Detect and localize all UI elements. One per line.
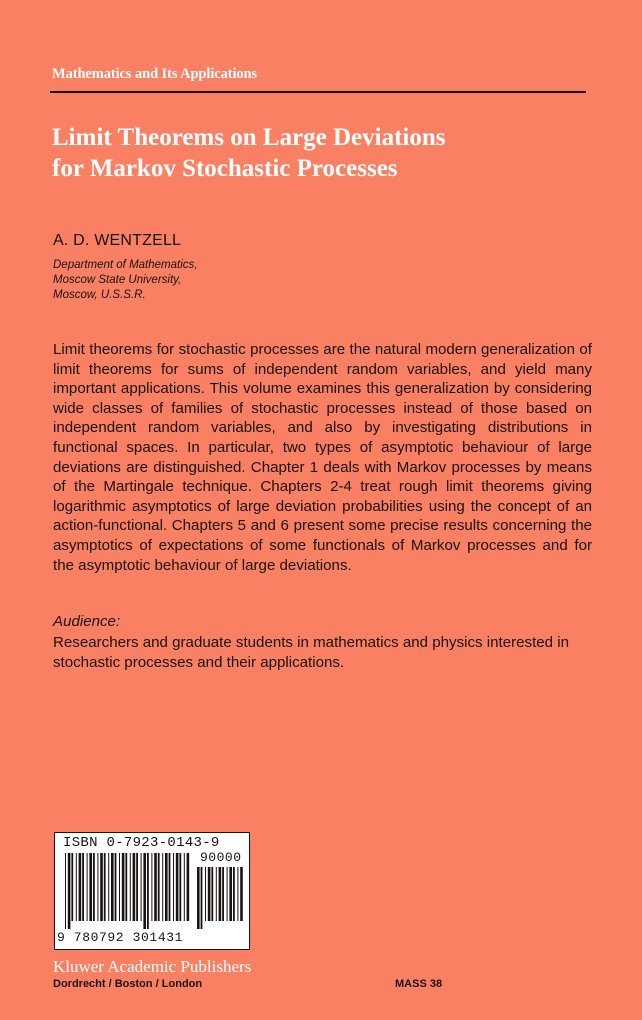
series-name: Mathematics and Its Applications	[52, 66, 258, 82]
audience-text: Researchers and graduate students in mathematics and physics interested in stochastic processes and their applications.	[53, 634, 569, 671]
barcode-bars-icon	[65, 853, 191, 929]
author-affiliation	[53, 258, 197, 303]
series-code: MASS 38	[395, 978, 443, 990]
affiliation-line-2: Moscow State University,	[53, 274, 182, 286]
book-title-line-1: Limit Theorems on Large Deviations	[52, 124, 446, 151]
book-description: Limit theorems for stochastic processes are the natural modern generalization of limit theorems for sums of independent random variables, and yield many important applications. This volume examines this generalization by considering wide classes of families of stochastic processes instead of those based on independent random variables, and also by investigating distributions in functional spaces. In particular, two types of asymptotic behaviour of large deviations are distinguished. Chapter 1 deals with Markov processes by means of the Martingale technique. Chapters 2-4 treat rough limit theorems giving logarithmic asymptotics of large deviation probabilities using the concept of an action-functional. Chapters 5 and 6 present some precise results concerning the asymptotics of expectations of some functionals of Markov processes and for the asymptotic behaviour of large deviations.	[53, 341, 592, 574]
ean-number: 9 780792 301431	[57, 930, 184, 945]
publisher-name: Kluwer Academic Publishers	[53, 957, 252, 976]
addon-barcode-bars-icon	[197, 867, 243, 929]
affiliation-line-1: Department of Mathematics,	[53, 259, 198, 271]
book-title-line-2: for Markov Stochastic Processes	[52, 155, 398, 182]
isbn-barcode	[54, 832, 250, 950]
publisher-cities: Dordrecht / Boston / London	[53, 978, 203, 990]
isbn-number: ISBN 0-7923-0143-9	[63, 835, 220, 851]
price-code: 90000	[200, 850, 242, 865]
book-title	[52, 122, 592, 184]
series-divider	[50, 91, 586, 93]
author-name: A. D. WENTZELL	[53, 232, 182, 249]
affiliation-line-3: Moscow, U.S.S.R.	[53, 289, 146, 301]
audience-label: Audience:	[53, 613, 121, 630]
